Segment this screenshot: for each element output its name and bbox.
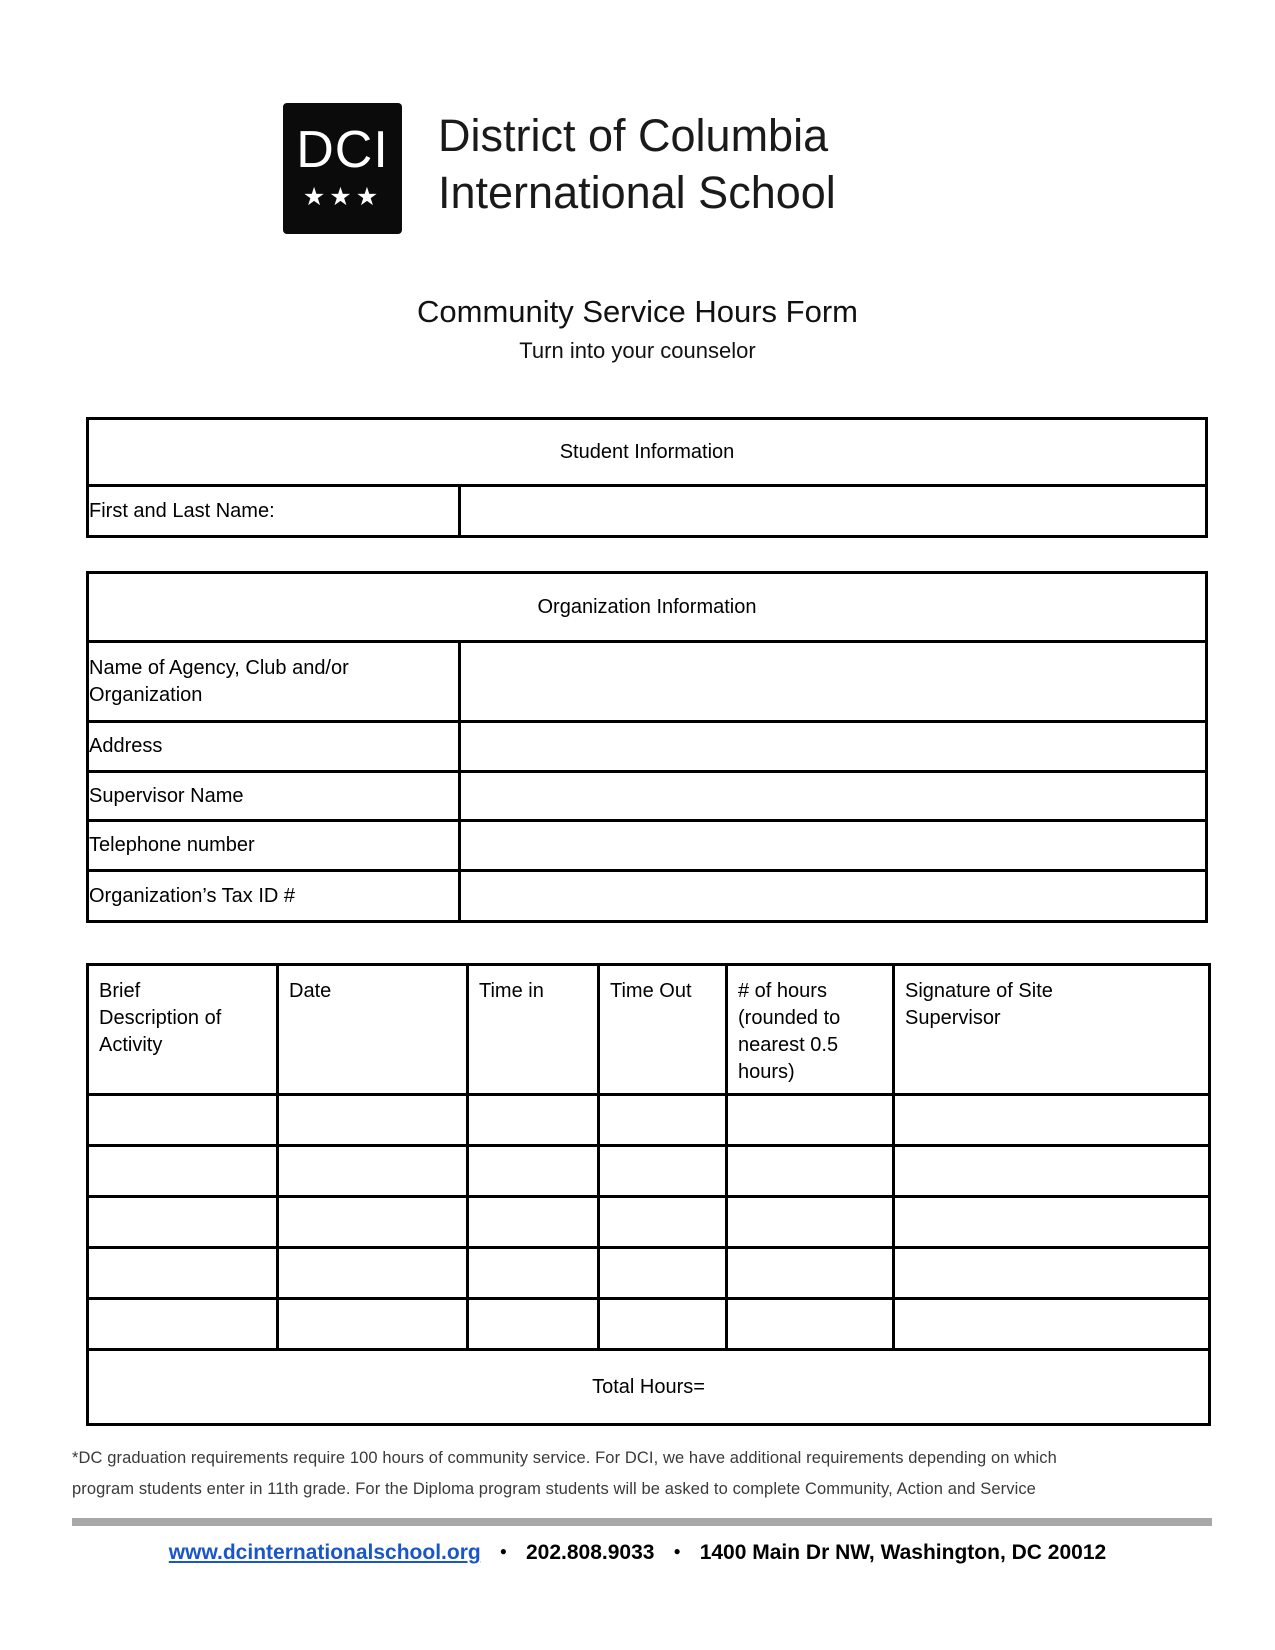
student-info-header: Student Information [88, 419, 1207, 486]
activity-cell[interactable] [88, 1146, 278, 1197]
column-header-hours: # of hours (rounded to nearest 0.5 hours) [727, 965, 894, 1095]
website-link[interactable]: www.dcinternationalschool.org [168, 1541, 481, 1564]
school-header [283, 103, 836, 234]
activity-cell[interactable] [468, 1146, 599, 1197]
activity-header-row [88, 965, 1210, 1095]
bullet-separator-icon: ● [499, 1544, 507, 1558]
activity-cell[interactable] [278, 1248, 468, 1299]
activity-cell[interactable] [894, 1197, 1210, 1248]
activity-cell[interactable] [278, 1299, 468, 1350]
telephone-input-cell[interactable] [460, 821, 1207, 871]
student-info-table [86, 417, 1208, 538]
activity-cell[interactable] [468, 1299, 599, 1350]
address-input-cell[interactable] [460, 722, 1207, 772]
agency-name-input-cell[interactable] [460, 642, 1207, 722]
activity-cell[interactable] [727, 1299, 894, 1350]
activity-cell[interactable] [727, 1197, 894, 1248]
activity-row [88, 1299, 1210, 1350]
activity-cell[interactable] [88, 1299, 278, 1350]
activity-cell[interactable] [88, 1248, 278, 1299]
activity-row [88, 1095, 1210, 1146]
activity-cell[interactable] [278, 1095, 468, 1146]
tax-id-label: Organization’s Tax ID # [88, 871, 460, 922]
activity-cell[interactable] [468, 1248, 599, 1299]
organization-info-header: Organization Information [88, 573, 1207, 642]
organization-info-table [86, 571, 1208, 923]
activity-cell[interactable] [727, 1248, 894, 1299]
activity-cell[interactable] [468, 1095, 599, 1146]
form-title: Community Service Hours Form [417, 294, 858, 329]
dci-logo [283, 103, 402, 234]
address-label: Address [88, 722, 460, 772]
activity-cell[interactable] [599, 1197, 727, 1248]
tax-id-input-cell[interactable] [460, 871, 1207, 922]
activity-log-table [86, 963, 1211, 1426]
activity-cell[interactable] [278, 1146, 468, 1197]
footer [0, 1541, 1275, 1565]
activity-row [88, 1197, 1210, 1248]
activity-cell[interactable] [468, 1197, 599, 1248]
activity-cell[interactable] [599, 1146, 727, 1197]
column-header-signature-text: Signature of Site Supervisor [905, 980, 1053, 1029]
footnote-line1: *DC graduation requirements require 100 hours of community service. For DCI, we have additional requirements depending on which [72, 1449, 1057, 1467]
footer-divider [72, 1518, 1212, 1526]
activity-cell[interactable] [894, 1095, 1210, 1146]
activity-cell[interactable] [894, 1248, 1210, 1299]
school-name-line1: District of Columbia [438, 110, 829, 161]
supervisor-name-input-cell[interactable] [460, 772, 1207, 821]
activity-cell[interactable] [88, 1095, 278, 1146]
telephone-label: Telephone number [88, 821, 460, 871]
activity-cell[interactable] [599, 1299, 727, 1350]
column-header-description: Brief Description of Activity [88, 965, 278, 1095]
total-hours-row [88, 1350, 1210, 1425]
activity-row [88, 1248, 1210, 1299]
column-header-signature [894, 965, 1210, 1095]
dci-logo-acronym: DCI [296, 121, 389, 179]
supervisor-name-label: Supervisor Name [88, 772, 460, 821]
school-name-line2: International School [438, 167, 836, 218]
footer-phone: 202.808.9033 [525, 1541, 655, 1564]
footer-address: 1400 Main Dr NW, Washington, DC 20012 [699, 1541, 1107, 1564]
column-header-time-in: Time in [468, 965, 599, 1095]
total-hours-cell[interactable]: Total Hours= [88, 1350, 1210, 1425]
first-last-name-label: First and Last Name: [88, 486, 460, 537]
footnote-line2: program students enter in 11th grade. For the Diploma program students will be asked to complete Community, Action and Service [72, 1480, 1036, 1498]
footnote [72, 1443, 1192, 1505]
activity-cell[interactable] [727, 1146, 894, 1197]
activity-cell[interactable] [599, 1248, 727, 1299]
dci-logo-stars-icon: ★★★ [302, 183, 383, 211]
activity-row [88, 1146, 1210, 1197]
activity-cell[interactable] [599, 1095, 727, 1146]
column-header-time-out: Time Out [599, 965, 727, 1095]
column-header-date: Date [278, 965, 468, 1095]
bullet-separator-icon: ● [673, 1544, 681, 1558]
activity-cell[interactable] [727, 1095, 894, 1146]
school-name [438, 107, 836, 221]
agency-name-label: Name of Agency, Club and/or Organization [88, 642, 460, 722]
activity-cell[interactable] [278, 1197, 468, 1248]
activity-cell[interactable] [894, 1299, 1210, 1350]
form-subtitle: Turn into your counselor [519, 338, 756, 363]
activity-cell[interactable] [88, 1197, 278, 1248]
activity-cell[interactable] [894, 1146, 1210, 1197]
first-last-name-input-cell[interactable] [460, 486, 1207, 537]
